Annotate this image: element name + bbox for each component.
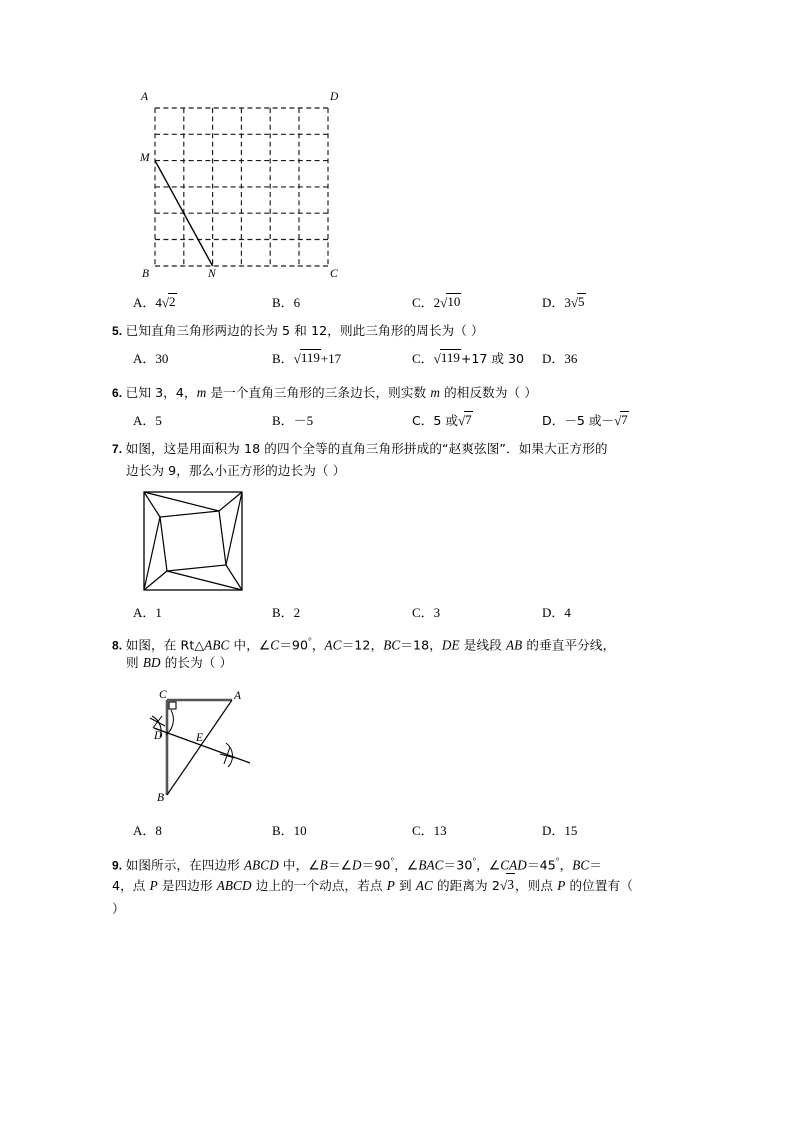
q8-l1e: ， (311, 637, 325, 653)
q9-l1d: ＝90 (361, 857, 391, 873)
q7-option-row (0, 602, 794, 622)
q8-l1a: 如图，在 Rt△ (125, 637, 205, 653)
q9-l1i: ， (559, 857, 573, 873)
q4-option-d-radicand: 5 (578, 294, 585, 309)
q4-option-b[interactable]: B．6 (272, 295, 301, 310)
q8-l1d: ＝90 (279, 637, 309, 653)
question-9-stem-line3 (112, 898, 125, 920)
q9-l1-CAD: CAD (500, 857, 527, 873)
figure-label-A: A (141, 91, 149, 103)
q6-option-c-prefix: C．5 或 (412, 413, 458, 428)
q9-l1-abcd: ABCD (243, 857, 279, 873)
q9-l1-deg2: ° (472, 856, 477, 866)
q9-l1e: ，∠ (394, 857, 419, 873)
q9-l2g: 的位置有（ (565, 878, 633, 893)
q5-option-b-prefix: B． (272, 351, 294, 366)
q8-l2a: 则 (126, 655, 143, 670)
q9-l1b: 中，∠ (278, 857, 320, 873)
q5-option-c-radicand: 119 (440, 350, 460, 365)
question-6-number: 6. (112, 386, 123, 400)
question-7-text-line1: 如图，这是用面积为 18 的四个全等的直角三角形拼成的“赵爽弦图”．如果大正方形的 (125, 441, 608, 456)
question-7-text-line2: 边长为 9，那么小正方形的边长为（ ） (126, 463, 346, 478)
question-9-stem-line1 (112, 850, 602, 876)
question-9-number: 9. (112, 858, 123, 873)
question-8-number: 8. (112, 638, 123, 653)
question-6-text-3: 的相反数为（ ） (439, 385, 538, 400)
q9-l2c: 边上的一个动点，若点 (251, 878, 387, 893)
figure-zhaoshuang-xiantu (142, 490, 246, 594)
question-6-var-m2: m (430, 385, 440, 400)
q4-option-c-radicand: 10 (447, 294, 461, 309)
q8-l1-bc: BC (383, 637, 401, 653)
figure-label-N: N (208, 268, 216, 280)
q4-option-a-radicand: 2 (169, 294, 176, 309)
q8-l1-ac: AC (324, 637, 342, 653)
q9-l1-BC: BC (572, 857, 590, 873)
q8-l1-abc: ABC (204, 637, 230, 653)
q5-option-c[interactable]: C．√119+17 或 30 (412, 350, 525, 366)
q9-l1-deg3: ° (555, 856, 560, 866)
q4-option-c-label: C．2 (412, 295, 441, 310)
q9-l1j: ＝ (589, 857, 603, 873)
question-6-stem (112, 382, 537, 404)
q8-figure-label-C: C (159, 689, 167, 701)
q8-l1h: 是线段 (459, 637, 506, 653)
q9-l1c: ＝∠ (327, 857, 352, 873)
q6-option-b[interactable]: B．－5 (272, 413, 314, 428)
q9-l1g: ，∠ (476, 857, 501, 873)
q9-l2a: 4，点 (112, 878, 150, 893)
q9-l2-P: P (149, 878, 158, 893)
q5-option-b-suffix: +17 (320, 351, 342, 366)
q6-option-a[interactable]: A．5 (133, 413, 162, 428)
q4-option-d[interactable]: D．3√5 (542, 294, 585, 310)
q9-l1h: ＝45 (526, 857, 556, 873)
q9-l3: ） (112, 901, 125, 916)
figure-right-triangle-bisector (140, 688, 265, 813)
question-7-number: 7. (112, 442, 123, 456)
q9-l1-B: B (319, 857, 328, 873)
q9-l2-ABCD: ABCD (216, 878, 252, 893)
q8-l1-c: C (270, 637, 280, 653)
q4-option-a[interactable]: A．4√2 (133, 294, 176, 310)
q9-l1f: ＝30 (443, 857, 473, 873)
q8-option-d[interactable]: D．15 (542, 823, 578, 838)
figure-label-M: M (140, 152, 150, 164)
q7-option-b[interactable]: B．2 (272, 605, 301, 620)
q4-option-c[interactable]: C．2√10 (412, 294, 461, 310)
q6-option-row (0, 410, 794, 430)
figure-label-B: B (142, 268, 150, 280)
question-6-text-1: 已知 3，4， (125, 385, 197, 400)
q9-l2-P3: P (557, 878, 566, 893)
q8-figure-label-A: A (234, 690, 242, 702)
q6-option-d[interactable]: D．－5 或－√7 (542, 412, 628, 428)
q8-l1-deg: ° (308, 636, 312, 646)
q5-option-a[interactable]: A．30 (133, 351, 169, 366)
q9-l1-D: D (351, 857, 362, 873)
q8-l1b: 中，∠ (229, 637, 271, 653)
question-7-stem-line2 (126, 460, 345, 482)
question-5-stem (112, 320, 484, 342)
figure-label-C: C (330, 268, 338, 280)
q4-option-d-label: D．3 (542, 295, 571, 310)
question-8-stem-line2 (126, 652, 232, 674)
q5-option-d[interactable]: D．36 (542, 351, 578, 366)
q7-option-d[interactable]: D．4 (542, 605, 571, 620)
q8-l1f: ＝12， (341, 637, 384, 653)
question-6-var-m: m (196, 385, 207, 400)
q9-l1a: 如图所示，在四边形 (125, 857, 244, 873)
question-6-text-2: 是一个直角三角形的三条边长，则实数 (206, 385, 431, 400)
question-9-stem-line2: 4，点 P 是四边形 ABCD 边上的一个动点，若点 P 到 AC 的距离为 2√3，则点 P 的位置有（ (112, 874, 633, 897)
q8-l1i: 的垂直平分线， (522, 637, 616, 653)
question-5-text: 已知直角三角形两边的长为 5 和 12，则此三角形的周长为（ ） (125, 323, 484, 338)
q9-l1-BAC: BAC (418, 857, 444, 873)
q5-option-b[interactable]: B．√119+17 (272, 350, 342, 366)
q5-option-c-suffix: +17 或 30 (460, 351, 525, 366)
q8-option-b[interactable]: B．10 (272, 823, 307, 838)
q5-option-row (0, 348, 794, 368)
q9-l2e: 的距离为 2 (432, 878, 500, 893)
q9-l2f: ，则点 (515, 878, 558, 893)
q8-figure-label-E: E (196, 732, 204, 744)
q9-l2-AC: AC (415, 878, 433, 893)
question-7-stem-line1 (112, 438, 608, 460)
q4-option-a-label: A．4 (133, 295, 162, 310)
q8-l2b: 的长为（ ） (160, 655, 233, 670)
figure-label-D: D (330, 91, 339, 103)
q7-option-c[interactable]: C．3 (412, 605, 441, 620)
q8-option-a[interactable]: A．8 (133, 823, 162, 838)
q7-option-a[interactable]: A．1 (133, 605, 162, 620)
q9-l2b: 是四边形 (157, 878, 217, 893)
q6-option-c-radicand: 7 (465, 412, 472, 427)
q9-l2-P2: P (386, 878, 395, 893)
figure-grid-square (130, 86, 360, 286)
q5-option-b-radicand: 119 (300, 350, 320, 365)
q8-l1g: ＝18， (400, 637, 442, 653)
q9-l2d: 到 (394, 878, 416, 893)
q4-option-row (0, 292, 794, 312)
q9-l2-radicand: 3 (506, 873, 515, 896)
q8-l1-ab: AB (505, 637, 523, 653)
q8-figure-label-B: B (157, 792, 165, 804)
question-5-number: 5. (112, 324, 123, 338)
q8-figure-label-D: D (154, 730, 163, 742)
q5-option-c-prefix: C． (412, 351, 434, 366)
q8-l2-bd: BD (142, 655, 161, 670)
q8-l1-de: DE (441, 637, 460, 653)
q8-option-row (0, 820, 794, 840)
q6-option-d-radicand: 7 (621, 412, 628, 427)
q6-option-c[interactable]: C．5 或√7 (412, 412, 472, 428)
q8-option-c[interactable]: C．13 (412, 823, 447, 838)
q6-option-d-prefix: D．－5 或－ (542, 413, 615, 428)
q9-l1-deg1: ° (390, 856, 395, 866)
